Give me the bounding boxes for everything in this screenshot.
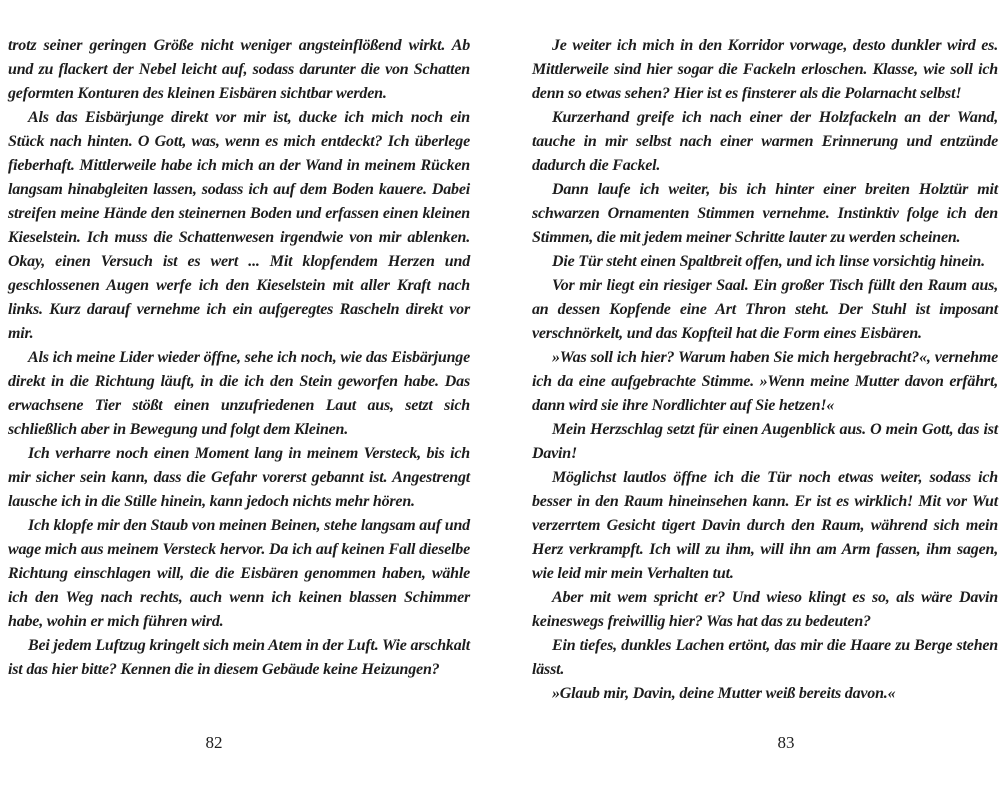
paragraph: Ich klopfe mir den Staub von meinen Beinen, stehe langsam auf und wage mich aus meinem Versteck hervor. Da ich auf keinen Fall dieselbe Richtung einschlagen will, die die Eisbären genommen haben, wähle ich den Weg nach rechts, auch wenn ich keinen blassen Schimmer habe, wohin er mich führen wird.: [8, 517, 470, 630]
paragraph: Aber mit wem spricht er? Und wieso klingt es so, als wäre Davin keineswegs freiwillig hier? Was hat das zu bedeuten?: [532, 589, 998, 630]
paragraph: Dann laufe ich weiter, bis ich hinter einer breiten Holztür mit schwarzen Ornamenten Stimmen vernehme. Instinktiv folge ich den Stimmen, die mit jedem meiner Schritte lauter zu werden scheinen.: [532, 181, 998, 246]
page-number: 82: [205, 733, 223, 752]
paragraph: Kurzerhand greife ich nach einer der Holzfackeln an der Wand, tauche in mir selbst nach einer warmen Erinnerung und entzünde dadurch die Fackel.: [532, 109, 998, 174]
paragraph: Möglichst lautlos öffne ich die Tür noch etwas weiter, sodass ich besser in den Raum hineinsehen kann. Er ist es wirklich! Mit vor Wut verzerrtem Gesicht tigert Davin durch den Raum, während sich mein Herz verkrampft. Ich will zu ihm, will ihn am Arm fassen, ihm sagen, wie leid mir mein Verhalten tut.: [532, 469, 998, 582]
paragraph: Je weiter ich mich in den Korridor vorwage, desto dunkler wird es. Mittlerweile sind hier sogar die Fackeln erloschen. Klasse, wie soll ich denn so etwas sehen? Hier ist es finsterer als die Polarnacht selbst!: [532, 37, 998, 102]
paragraph: Als das Eisbärjunge direkt vor mir ist, ducke ich mich noch ein Stück nach hinten. O Gott, was, wenn es mich entdeckt? Ich überlege fieberhaft. Mittlerweile habe ich mich an der Wand in meinem Rücken langsam hinabgleiten lassen, sodass ich auf dem Boden kauere. Dabei streifen meine Hände den steinernen Boden und erfassen einen kleinen Kieselstein. Ich muss die Schattenwesen irgendwie von mir ablenken. Okay, einen Versuch ist es wert ... Mit klopfendem Herzen und geschlossenen Augen werfe ich den Kieselstein mit aller Kraft nach links. Kurz darauf vernehme ich ein aufgeregtes Rascheln direkt vor mir.: [8, 109, 470, 342]
page-number: 83: [777, 733, 795, 752]
paragraph: trotz seiner geringen Größe nicht weniger angsteinflößend wirkt. Ab und zu flackert der Nebel leicht auf, sodass darunter die von Schatten geformten Konturen des kleinen Eisbären sichtbar werden.: [8, 37, 470, 102]
book-page-right: [532, 0, 998, 800]
paragraph: Bei jedem Luftzug kringelt sich mein Atem in der Luft. Wie arschkalt ist das hier bitte? Kennen die in diesem Gebäude keine Heizungen?: [8, 637, 470, 678]
paragraph: Als ich meine Lider wieder öffne, sehe ich noch, wie das Eisbärjunge direkt in die Richtung läuft, in die ich den Stein geworfen habe. Das erwachsene Tier stößt einen unzufriedenen Laut aus, setzt sich schließlich aber in Bewegung und folgt dem Kleinen.: [8, 349, 470, 438]
paragraph: Mein Herzschlag setzt für einen Augenblick aus. O mein Gott, das ist Davin!: [532, 421, 998, 462]
page-text: [532, 34, 998, 706]
paragraph: »Was soll ich hier? Warum haben Sie mich hergebracht?«, vernehme ich da eine aufgebrachte Stimme. »Wenn meine Mutter davon erfährt, dann wird sie ihre Nordlichter auf Sie hetzen!«: [532, 349, 998, 414]
paragraph: Die Tür steht einen Spaltbreit offen, und ich linse vorsichtig hinein.: [552, 253, 985, 270]
paragraph: Ich verharre noch einen Moment lang in meinem Versteck, bis ich mir sicher sein kann, dass die Gefahr vorerst gebannt ist. Angestrengt lausche ich in die Stille hinein, kann jedoch nichts mehr hören.: [8, 445, 470, 510]
book-page-left: [8, 0, 470, 800]
page-text: [8, 34, 470, 682]
paragraph: Vor mir liegt ein riesiger Saal. Ein großer Tisch füllt den Raum aus, an dessen Kopfende eine Art Thron steht. Der Stuhl ist imposant verschnörkelt, und das Kopfteil hat die Form eines Eisbären.: [532, 277, 998, 342]
paragraph: Ein tiefes, dunkles Lachen ertönt, das mir die Haare zu Berge stehen lässt.: [532, 637, 998, 678]
paragraph: »Glaub mir, Davin, deine Mutter weiß bereits davon.«: [552, 685, 896, 702]
